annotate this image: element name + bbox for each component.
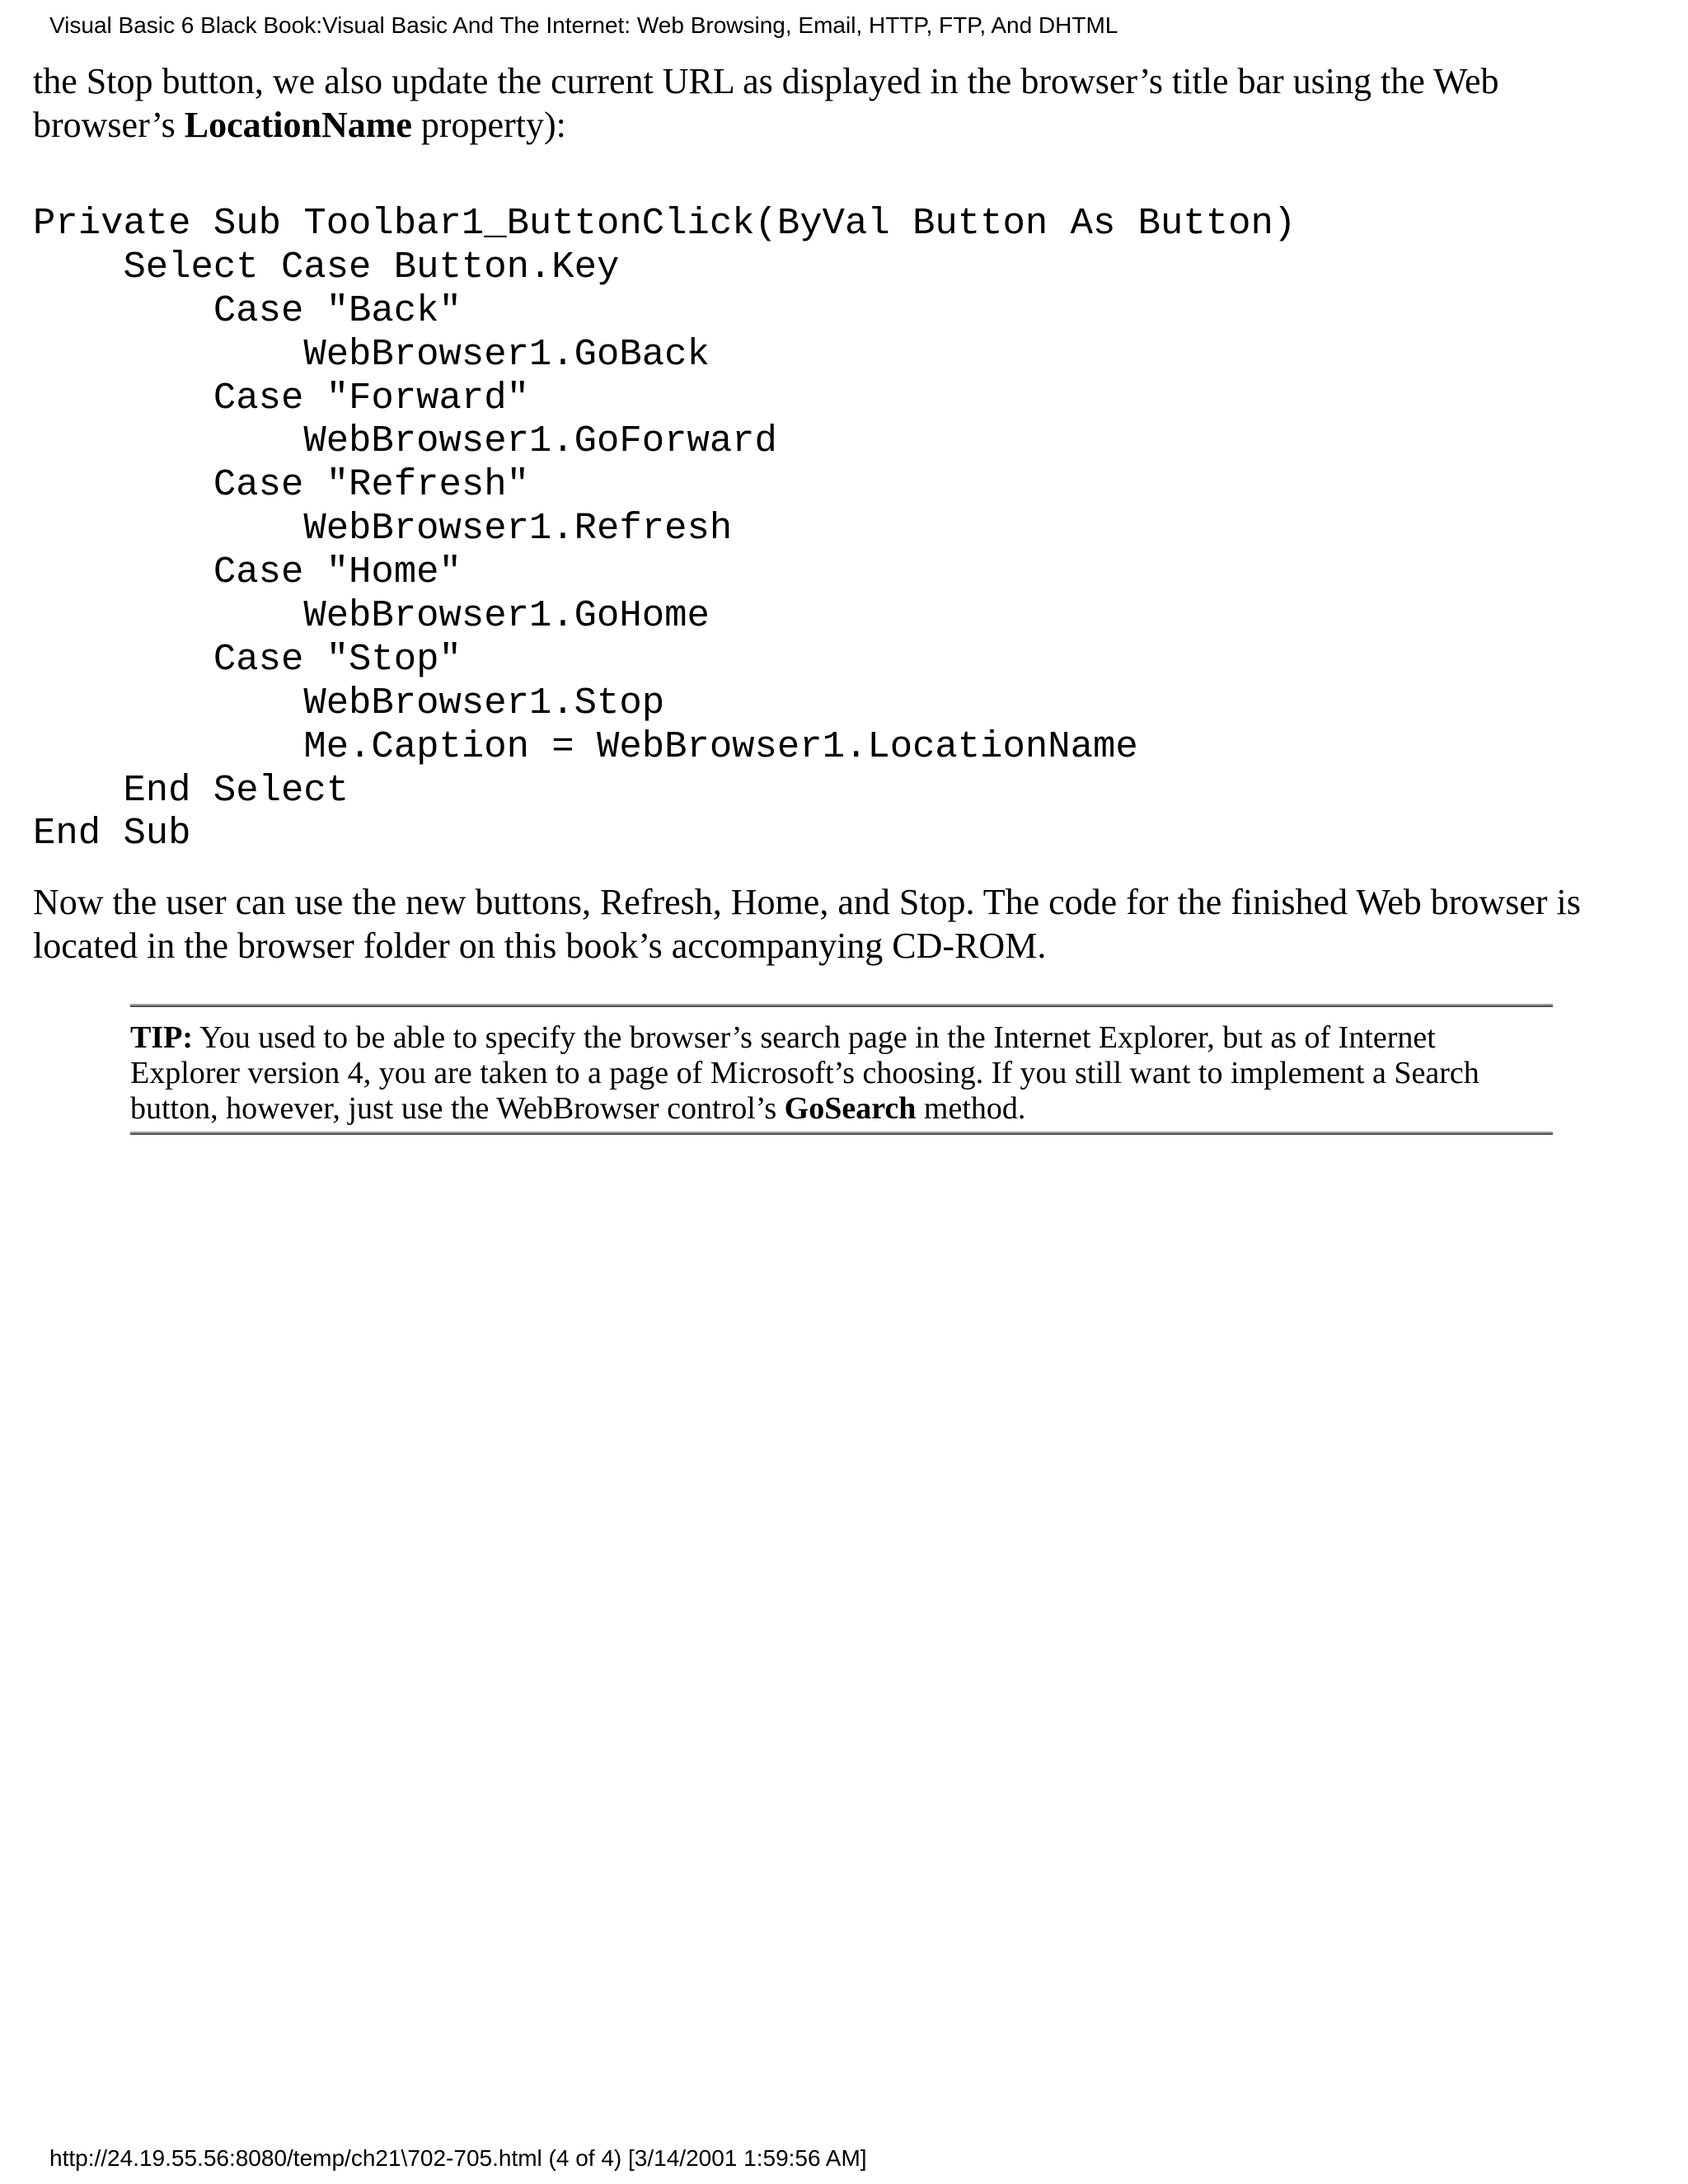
tip-bottom-rule	[130, 1132, 1553, 1135]
code-line: Me.Caption = WebBrowser1.LocationName	[33, 724, 1138, 768]
code-line: End Select	[33, 768, 349, 812]
tip-text-after: method.	[916, 1091, 1026, 1126]
tip-box	[130, 1004, 1553, 1137]
code-line: Case "Back"	[33, 288, 462, 332]
code-line: WebBrowser1.Refresh	[33, 507, 733, 551]
code-line: Private Sub Toolbar1_ButtonClick(ByVal Button As Button)	[33, 202, 1296, 245]
code-line: Case "Home"	[33, 551, 462, 594]
code-line: WebBrowser1.Stop	[33, 681, 665, 724]
tip-bold-term: GoSearch	[784, 1091, 917, 1126]
tip-top-rule	[130, 1004, 1553, 1007]
code-line: WebBrowser1.GoBack	[33, 332, 710, 376]
tip-label: TIP:	[130, 1020, 193, 1055]
code-line: Case "Stop"	[33, 637, 462, 681]
code-line: WebBrowser1.GoForward	[33, 419, 777, 463]
code-line: Select Case Button.Key	[33, 245, 620, 288]
code-line: End Sub	[33, 812, 191, 855]
tip-text-before: You used to be able to specify the browser’s search page in the Internet Explorer, but as of Internet Explorer version 4, you are taken to a page of Microsoft’s choosing. If you still want to implement a Search button, however, just use the WebBrowser control’s	[130, 1020, 1479, 1126]
page-footer-url: http://24.19.55.56:8080/temp/ch21\702-705.html (4 of 4) [3/14/2001 1:59:56 AM]	[49, 2145, 867, 2171]
code-line: Case "Forward"	[33, 376, 529, 419]
intro-text-after: property):	[411, 105, 566, 145]
code-line: Case "Refresh"	[33, 463, 529, 507]
intro-bold-term: LocationName	[184, 105, 412, 145]
code-line: WebBrowser1.GoHome	[33, 594, 710, 638]
intro-text-before: the Stop button, we also update the current URL as displayed in the browser’s title bar using the Web browser’s	[33, 61, 1499, 145]
page-header-title: Visual Basic 6 Black Book:Visual Basic And The Internet: Web Browsing, Email, HTTP, FTP, And DHTML	[49, 12, 1118, 38]
intro-paragraph	[33, 59, 1648, 147]
code-block	[33, 202, 1296, 855]
outro-paragraph: Now the user can use the new buttons, Refresh, Home, and Stop. The code for the finished Web browser is located in the browser folder on this book’s accompanying CD-ROM.	[33, 882, 1581, 966]
tip-text	[130, 1020, 1548, 1127]
